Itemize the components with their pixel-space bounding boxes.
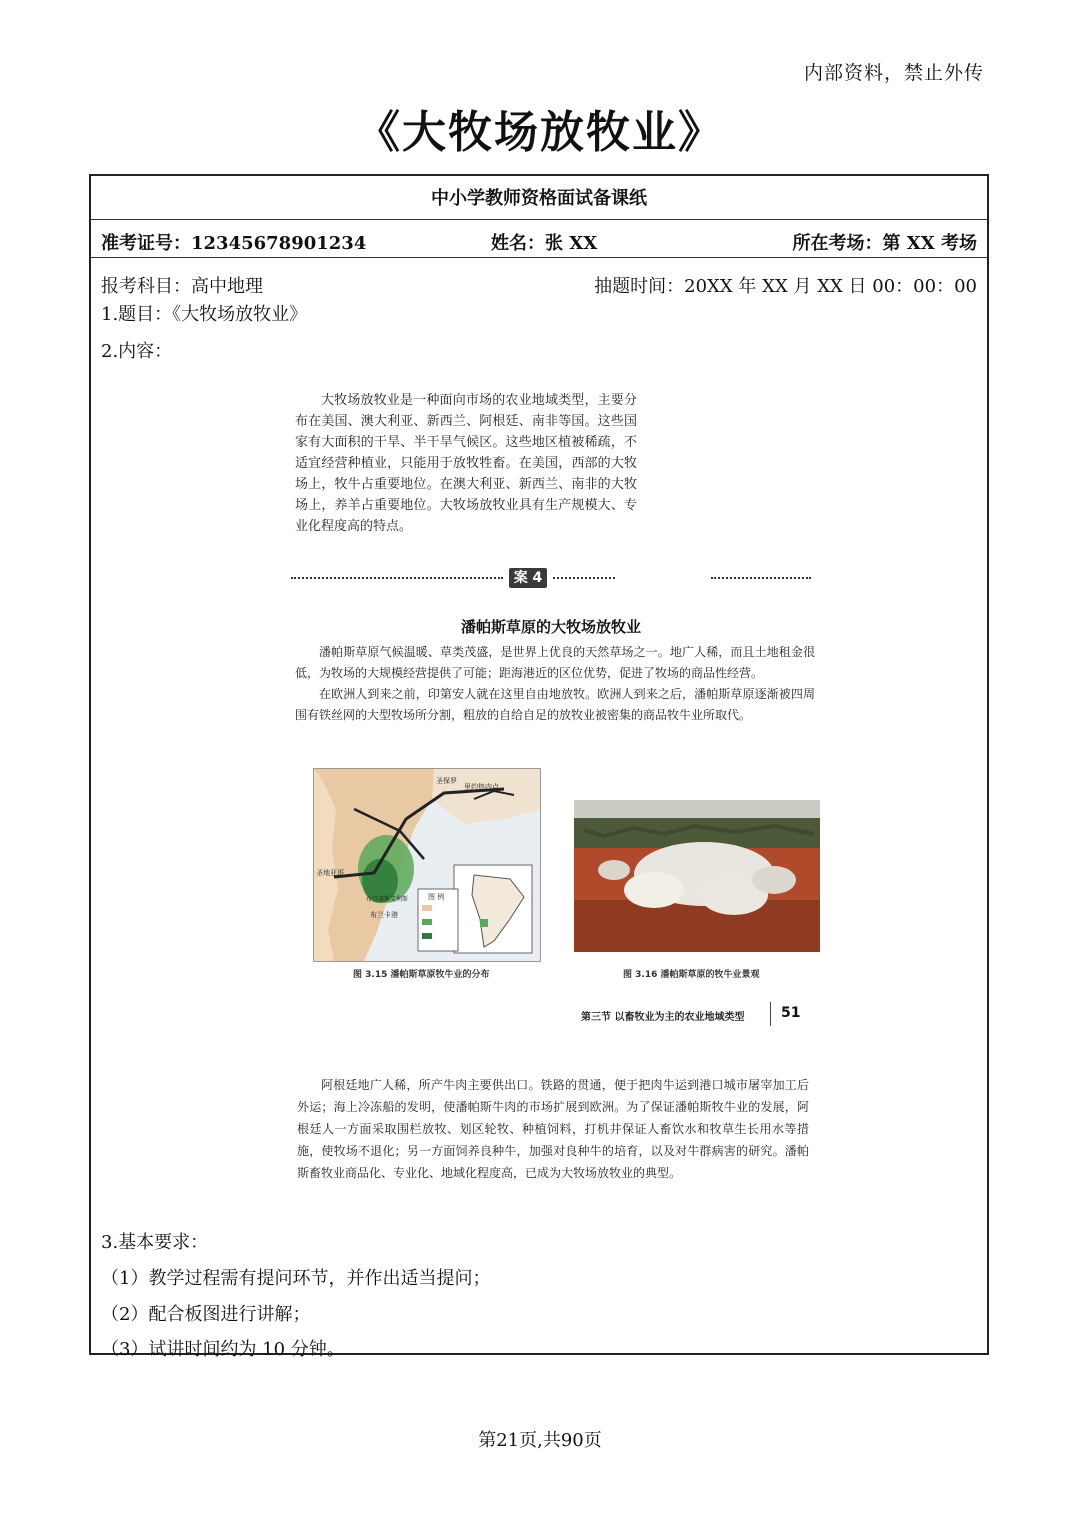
dotted-rule-mid [553,577,615,579]
svg-text:布兰卡港: 布兰卡港 [370,911,398,919]
pampas-cattle-map [313,768,541,962]
map-graphic [314,769,540,961]
requirement-2: （2）配合板图进行讲解； [101,1304,311,1325]
footer-divider [770,1002,771,1026]
figure-caption-map: 图 3.15 潘帕斯草原牧牛业的分布 [353,970,490,980]
dotted-rule-right [711,577,811,579]
case-paragraph-2: 在欧洲人到来之前，印第安人就在这里自由地放牧。欧洲人到来之后，潘帕斯草原逐渐被四周围有铁丝网的大型牧场所分割，粗放的自给自足的放牧业被密集的商品牧牛业所取代。 [295,687,815,722]
candidate-name: 姓名：张 XX [491,233,598,254]
subject-row [91,258,987,296]
case-divider [291,568,811,588]
closing-paragraph: 阿根廷地广人稀，所产牛肉主要供出口。铁路的贯通，便于把肉牛运到港口城市屠宰加工后外运；海上冷冻船的发明，使潘帕斯牛肉的市场扩展到欧洲。为了保证潘帕斯牧牛业的发展，阿根廷人一方面采取围栏放牧、划区轮牧、种植饲料，打机井保证人畜饮水和牧草生长用水等措施，使牧场不退化；另一方面饲养良种牛，加强对良种牛的培育，以及对牛群病害的研究。潘帕斯畜牧业商品化、专业化、地域化程度高，已成为大牧场放牧业的典型。 [297,1078,809,1180]
confidential-note: 内部资料，禁止外传 [803,62,984,84]
svg-text:圣保罗: 圣保罗 [436,777,457,785]
case-badge: 案 4 [509,568,547,588]
topic-line: 1.题目：《大牧场放牧业》 [101,304,308,325]
exam-venue: 所在考场：第 XX 考场 [792,233,977,254]
dotted-rule-left [291,577,503,579]
svg-text:图 例: 图 例 [428,893,445,901]
draw-time: 抽题时间：20XX 年 XX 月 XX 日 00：00：00 [594,276,977,297]
requirements-label: 3.基本要求： [101,1232,209,1253]
content-label: 2.内容： [101,341,173,362]
textbook-section-footer: 第三节 以畜牧业为主的农业地域类型 [581,1012,745,1023]
exam-subject: 报考科目：高中地理 [101,276,263,297]
requirement-3: （3）试讲时间约为 10 分钟。 [101,1339,345,1360]
cattle-photo-graphic [574,800,820,952]
svg-text:里约热内卢: 里约热内卢 [464,783,499,791]
document-title: 《大牧场放牧业》 [356,107,724,158]
pagination: 第21页,共90页 [478,1430,602,1451]
form-header: 中小学教师资格面试备课纸 [91,176,987,220]
figure-caption-photo: 图 3.16 潘帕斯草原的牧牛业景观 [623,970,760,980]
candidate-info-row [91,220,987,258]
cattle-photo [574,800,820,952]
lesson-plan-form [89,174,989,1360]
textbook-page-number: 51 [781,1005,801,1021]
case-paragraph-1: 潘帕斯草原气候温暖、草类茂盛，是世界上优良的天然草场之一。地广人稀，而且土地租金很低，为牧场的大规模经营提供了可能；距海港近的区位优势，促进了牧场的商品性经营。 [295,645,815,680]
candidate-number: 准考证号：12345678901234 [101,233,367,254]
textbook-intro: 大牧场放牧业是一种面向市场的农业地域类型，主要分布在美国、澳大利亚、新西兰、阿根廷、南非等国。这些国家有大面积的干旱、半干旱气候区。这些地区植被稀疏，不适宜经营种植业，只能用于放牧牲畜。在美国，西部的大牧场上，牧牛占重要地位。在澳大利亚、新西兰、南非的大牧场上，养羊占重要地位。大牧场放牧业具有生产规模大、专业化程度高的特点。 [295,393,637,534]
requirement-1: （1）教学过程需有提问环节，并作出适当提问； [101,1268,491,1289]
svg-text:圣地亚哥: 圣地亚哥 [316,869,344,877]
case-title: 潘帕斯草原的大牧场放牧业 [460,618,641,636]
svg-text:布宜诺斯艾利斯: 布宜诺斯艾利斯 [366,896,409,903]
